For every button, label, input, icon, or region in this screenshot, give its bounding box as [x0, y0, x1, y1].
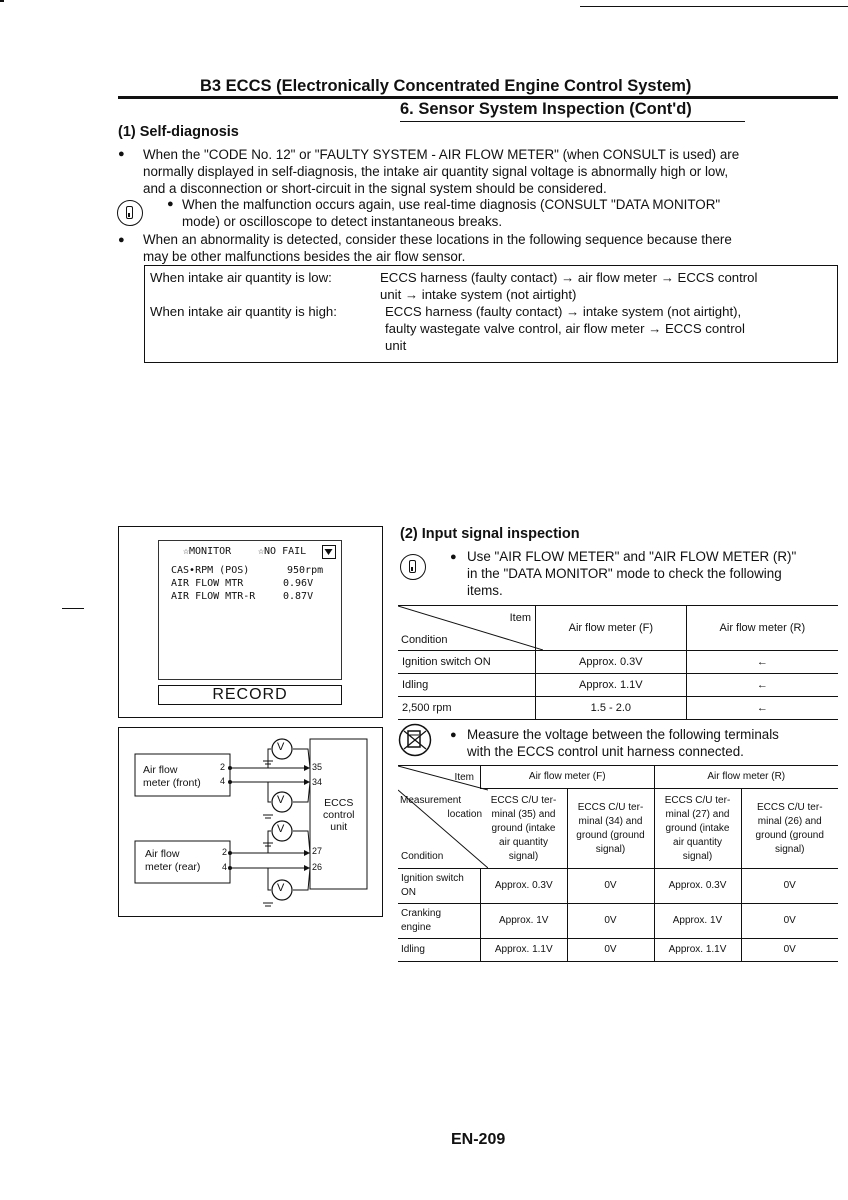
value-cell: 0V: [741, 869, 838, 904]
self-diagnosis-paragraph-2: When an abnormality is detected, consider these locations in the following sequence because there may be other malfunctions besides the air flow sensor.: [143, 232, 732, 264]
subheader-cell: ECCS C/U ter- minal (34) and ground (ground signal): [567, 789, 654, 869]
table-header-row: [398, 606, 838, 651]
table-row: [398, 904, 838, 939]
corner-mark-top-left: [0, 0, 4, 2]
pin-label: 4: [222, 862, 228, 872]
input-signal-paragraph-1: Use "AIR FLOW METER" and "AIR FLOW METER (R)" in the "DATA MONITOR" mode to check the following items.: [467, 549, 797, 598]
value-cell: 0V: [567, 904, 654, 939]
monitor-row-value: 950rpm: [287, 565, 324, 576]
note-icon: [117, 200, 143, 226]
subtitle-underline: [400, 121, 745, 122]
value-cell: Approx. 1V: [481, 904, 568, 939]
value-cell: Approx. 1V: [654, 904, 741, 939]
corner-condition-label: Condition: [401, 851, 444, 862]
voltmeter-symbol: V: [277, 794, 285, 806]
low-quantity-label: When intake air quantity is low:: [150, 270, 332, 285]
corner-location-label: Measurement location: [400, 795, 482, 820]
table-row: [398, 651, 838, 674]
rear-meter-label: Air flow meter (rear): [145, 848, 201, 873]
top-right-rule: [580, 6, 848, 7]
page-subtitle: 6. Sensor System Inspection (Cont'd): [400, 100, 692, 118]
value-cell: 1.5 - 2.0: [536, 697, 687, 720]
value-cell: Approx. 0.3V: [654, 869, 741, 904]
group-header: Air flow meter (F): [481, 766, 655, 789]
value-cell: Approx. 1.1V: [536, 674, 687, 697]
input-signal-heading: (2) Input signal inspection: [400, 526, 580, 542]
value-cell: 0V: [567, 939, 654, 962]
scroll-down-icon[interactable]: [322, 545, 336, 559]
pin-label: 34: [312, 777, 323, 787]
ecu-label: ECCS control unit: [323, 797, 355, 833]
terminal-voltage-table: [398, 765, 838, 962]
pin-label: 35: [312, 762, 323, 772]
bullet-point: ●: [118, 148, 125, 160]
subheader-cell: ECCS C/U ter- minal (35) and ground (intake air quantity signal): [481, 789, 568, 869]
corner-cell: [398, 606, 536, 651]
value-cell: Approx. 1.1V: [654, 939, 741, 962]
monitor-row-value: 0.87V: [283, 591, 314, 602]
self-diagnosis-paragraph-1: When the "CODE No. 12" or "FAULTY SYSTEM - AIR FLOW METER" (when CONSULT is used) are normally displayed in self-diagnosis, the intake air quantity signal voltage is abnormally high or low, and a disconnection or short-circuit in the signal system should be considered.: [143, 147, 740, 196]
value-cell: Approx. 1.1V: [481, 939, 568, 962]
input-signal-paragraph-2: Measure the voltage between the following terminals with the ECCS control unit harness connected.: [467, 727, 779, 759]
subheader-cell: ECCS C/U ter- minal (26) and ground (ground signal): [741, 789, 838, 869]
monitor-row-value: 0.96V: [283, 578, 314, 589]
condition-cell: Cranking engine: [398, 904, 481, 939]
pin-label: 2: [220, 762, 226, 772]
voltmeter-symbol: V: [277, 823, 285, 835]
condition-cell: Idling: [398, 939, 481, 962]
margin-mark: [62, 608, 84, 609]
condition-cell: Idling: [398, 674, 536, 697]
data-monitor-table: [398, 605, 838, 720]
monitor-row-label: AIR FLOW MTR: [171, 578, 244, 589]
corner-condition-label: Condition: [401, 634, 448, 646]
value-cell: Approx. 0.3V: [536, 651, 687, 674]
front-meter-label: Air flow meter (front): [143, 764, 201, 789]
value-cell: 0V: [567, 869, 654, 904]
condition-cell: Ignition switch ON: [398, 869, 481, 904]
pin-label: 26: [312, 862, 323, 872]
table-row: [398, 939, 838, 962]
table-row: [398, 697, 838, 720]
note-paragraph: When the malfunction occurs again, use real-time diagnosis (CONSULT "DATA MONITOR" mode) or oscilloscope to detect instantaneous breaks.: [182, 197, 721, 229]
column-header: Air flow meter (R): [686, 606, 838, 651]
title-underline: [118, 96, 838, 99]
pin-label: 27: [312, 846, 323, 856]
bullet-point: ●: [118, 234, 125, 246]
bullet-point: ●: [167, 198, 174, 210]
value-cell: 0V: [741, 904, 838, 939]
table-header-row: [398, 766, 838, 789]
self-diagnosis-heading: (1) Self-diagnosis: [118, 124, 239, 140]
value-cell: ←: [686, 697, 838, 720]
high-quantity-sequence-1: ECCS harness (faulty contact) → intake system (not airtight),: [385, 304, 742, 319]
bullet-point: ●: [450, 729, 457, 741]
monitor-header-right: ☆NO FAIL: [258, 546, 307, 557]
corner-item-label: Item: [454, 772, 474, 783]
monitor-row-label: CAS•RPM (POS): [171, 565, 250, 576]
monitor-display: [158, 540, 342, 680]
bullet-point: ●: [450, 551, 457, 563]
section-title: B3 ECCS (Electronically Concentrated Engine Control System): [200, 77, 692, 95]
low-quantity-sequence-2: unit → intake system (not airtight): [380, 287, 577, 302]
table-row: [398, 869, 838, 904]
column-header: Air flow meter (F): [536, 606, 687, 651]
value-cell: 0V: [741, 939, 838, 962]
consult-icon: [400, 554, 426, 580]
circuit-tester-icon: [398, 723, 432, 757]
pin-label: 2: [222, 847, 228, 857]
condition-cell: 2,500 rpm: [398, 697, 536, 720]
pin-label: 4: [220, 776, 226, 786]
value-cell: ←: [686, 651, 838, 674]
condition-cell: Ignition switch ON: [398, 651, 536, 674]
value-cell: ←: [686, 674, 838, 697]
high-quantity-sequence-2: faulty wastegate valve control, air flow meter → ECCS control: [385, 321, 745, 336]
page-number: EN-209: [451, 1131, 506, 1148]
voltmeter-symbol: V: [277, 882, 285, 894]
low-quantity-sequence-1: ECCS harness (faulty contact) → air flow meter → ECCS control: [380, 270, 758, 285]
high-quantity-sequence-3: unit: [385, 338, 407, 353]
voltmeter-symbol: V: [277, 741, 285, 753]
table-row: [398, 674, 838, 697]
value-cell: Approx. 0.3V: [481, 869, 568, 904]
monitor-header-left: ☆MONITOR: [183, 546, 232, 557]
subheader-cell: ECCS C/U ter- minal (27) and ground (intake air quantity signal): [654, 789, 741, 869]
monitor-row-label: AIR FLOW MTR-R: [171, 591, 256, 602]
group-header: Air flow meter (R): [654, 766, 838, 789]
corner-cell: [398, 766, 481, 869]
record-button[interactable]: RECORD: [158, 685, 342, 705]
corner-item-label: Item: [509, 612, 531, 624]
high-quantity-label: When intake air quantity is high:: [150, 304, 337, 319]
